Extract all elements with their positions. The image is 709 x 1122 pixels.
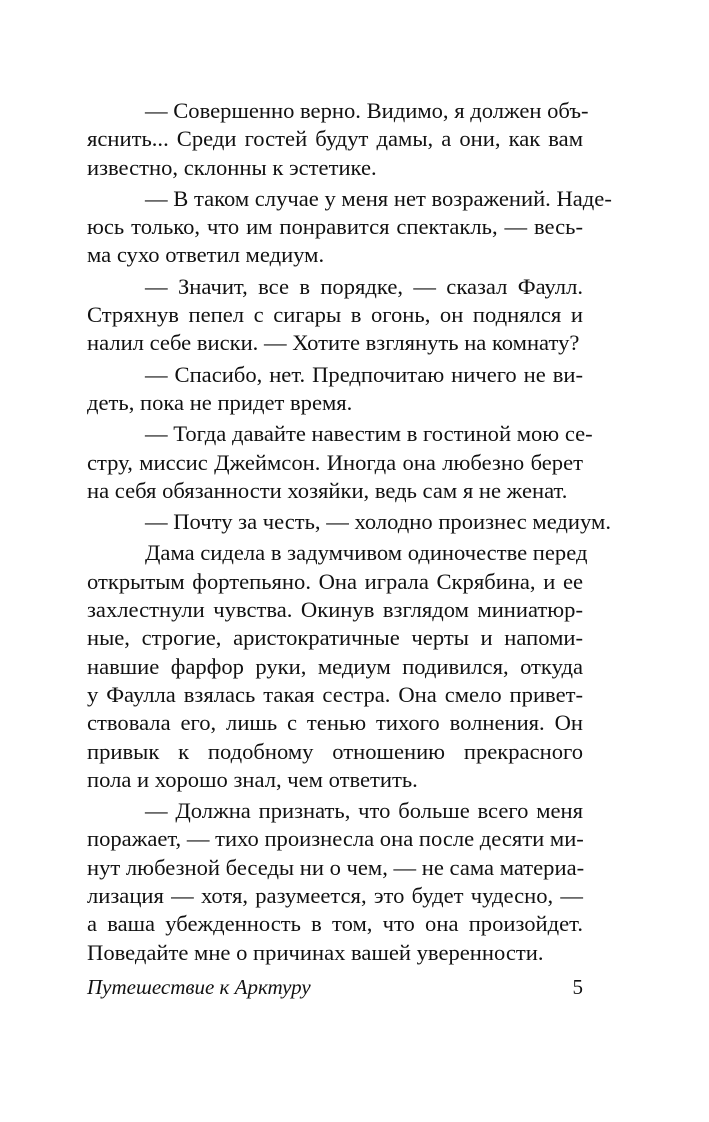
text-line: а ваша убежденность в том, что она произойдет.: [87, 911, 583, 937]
text-line: яснить... Среди гостей будут дамы, а они, как вам: [87, 126, 583, 152]
paragraph-7: [87, 539, 588, 794]
text-line: деть, пока не придет время.: [87, 389, 353, 415]
text-line: стру, миссис Джеймсон. Иногда она любезно берет: [87, 449, 583, 475]
text-line: налил себе виски. — Хотите взглянуть на комнату?: [87, 330, 580, 356]
text-line: ствовала его, лишь с тенью тихого волнения. Он: [87, 710, 583, 736]
paragraph-5: [87, 420, 593, 505]
text-line: ма сухо ответил медиум.: [87, 242, 325, 268]
text-line: — Спасибо, нет. Предпочитаю ничего не ви-: [145, 361, 583, 387]
paragraph-2: [87, 185, 612, 270]
paragraph-1: [87, 97, 589, 182]
text-line: Дама сидела в задумчивом одиночестве перед: [145, 540, 588, 566]
text-line: лизация — хотя, разумеется, это будет чудесно, —: [87, 883, 583, 909]
text-line: привык к подобному отношению прекрасного: [87, 738, 583, 764]
paragraph-4: [87, 361, 583, 418]
text-line: — Тогда давайте навестим в гостиной мою се-: [145, 421, 593, 447]
text-line: известно, склонны к эстетике.: [87, 154, 377, 180]
page-body: [87, 97, 612, 967]
text-line: — Совершенно верно. Видимо, я должен объ-: [145, 98, 589, 123]
text-line: юсь только, что им понравится спектакль, — весь-: [87, 214, 583, 240]
text-line: нут любезной беседы ни о чем, — не сама материа-: [87, 854, 585, 880]
text-line: Поведайте мне о причинах вашей уверенности.: [87, 939, 544, 965]
text-line: ные, строгие, аристократичные черты и напоми-: [87, 625, 583, 651]
text-line: — Значит, все в порядке, — сказал Фаулл.: [145, 273, 583, 299]
text-line: поражает, — тихо произнесла она после десяти ми-: [87, 826, 584, 852]
page-footer: [87, 972, 583, 1002]
paragraph-3: [87, 273, 583, 358]
text-line: пола и хорошо знал, чем ответить.: [87, 766, 418, 792]
text-line: захлестнули чувства. Окинув взглядом миниатюр-: [87, 597, 583, 623]
text-line: на себя обязанности хозяйки, ведь сам я не женат.: [87, 477, 568, 503]
text-line: — В таком случае у меня нет возражений. Наде-: [145, 185, 612, 211]
paragraph-6: [87, 508, 611, 536]
text-line: открытым фортепьяно. Она играла Скрябина, и ее: [87, 568, 583, 594]
paragraph-8: [87, 797, 583, 967]
text-line: навшие фарфор руки, медиум подивился, откуда: [87, 653, 583, 679]
running-title: Путешествие к Арктуру: [87, 975, 311, 999]
text-line: у Фаулла взялась такая сестра. Она смело привет-: [87, 681, 583, 707]
text-line: — Почту за честь, — холодно произнес медиум.: [145, 509, 611, 535]
text-line: Стряхнув пепел с сигары в огонь, он поднялся и: [87, 302, 583, 328]
text-line: — Должна признать, что больше всего меня: [145, 798, 583, 824]
page-number: 5: [572, 975, 583, 999]
